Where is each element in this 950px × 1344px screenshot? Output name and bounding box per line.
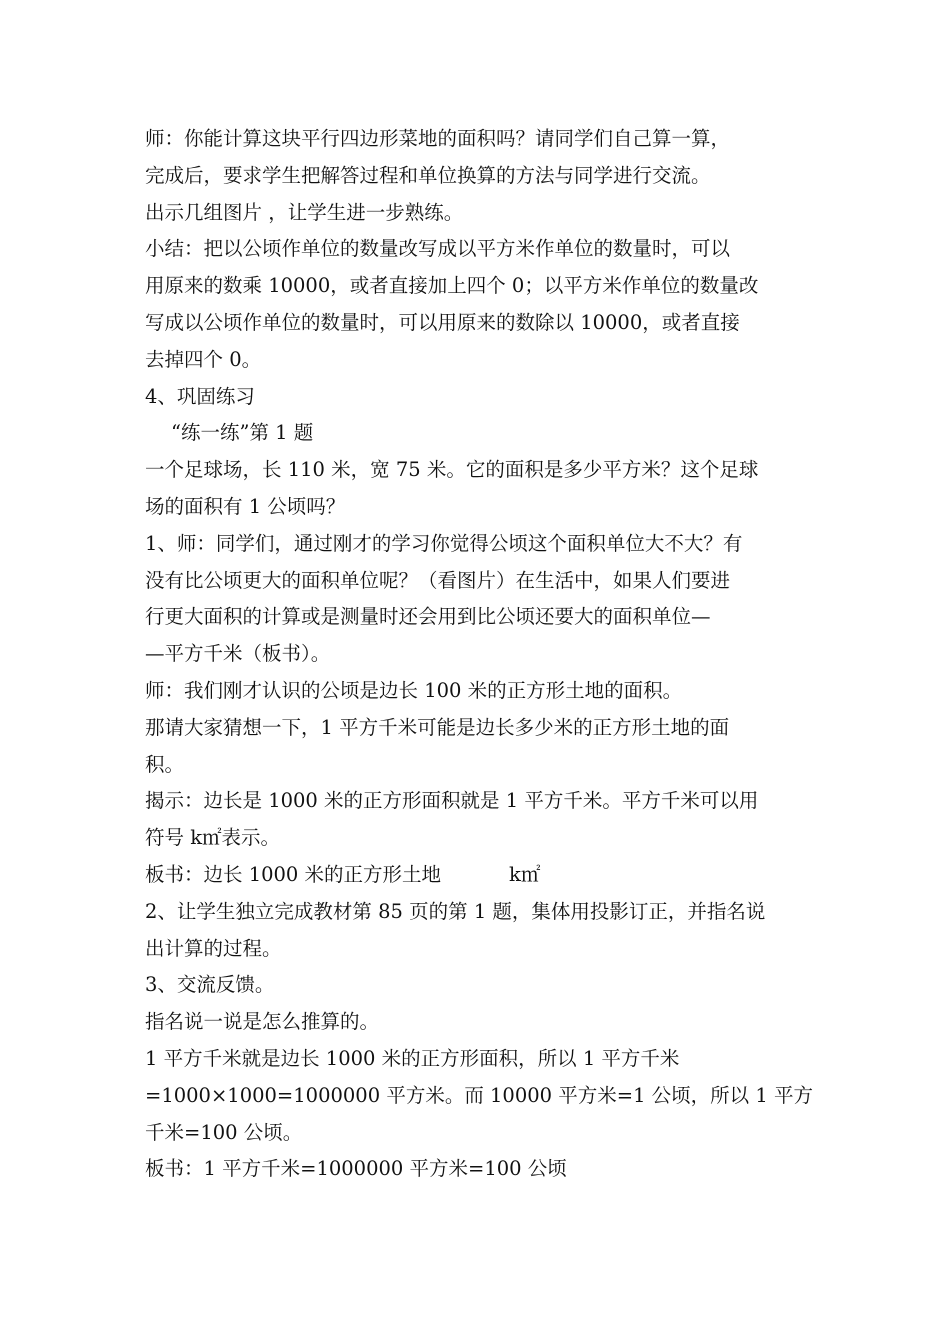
board-unit: k㎡ [509,862,541,886]
text-line: 一个足球场，长 110 米，宽 75 米。它的面积是多少平方米？这个足球 [145,458,759,482]
text-line: —平方千米（板书）。 [145,642,331,666]
text-line: 积。 [145,752,185,776]
text-line: 那请大家猜想一下，1 平方千米可能是边长多少米的正方形土地的面 [145,715,730,739]
exercise-title: “练一练”第 1 题 [171,421,314,445]
text-line: 1、师：同学们，通过刚才的学习你觉得公顷这个面积单位大不大？有 [145,531,743,555]
text-line: 用原来的数乘 10000，或者直接加上四个 0；以平方米作单位的数量改 [145,274,759,298]
text-line: 揭示：边长是 1000 米的正方形面积就是 1 平方千米。平方千米可以用 [145,789,759,813]
text-line: 场的面积有 1 公顷吗？ [145,494,346,518]
board-line [145,857,825,894]
text-line: 没有比公顷更大的面积单位呢？（看图片）在生活中，如果人们要进 [145,568,731,592]
text-line: 出计算的过程。 [145,936,282,960]
text-line: 出示几组图片 ，让学生进一步熟练。 [145,200,464,224]
text-line: 2、让学生独立完成教材第 85 页的第 1 题，集体用投影订正，并指名说 [145,899,766,923]
board-line: 板书：1 平方千米=1000000 平方米=100 公顷 [145,1157,567,1181]
text-line: 完成后，要求学生把解答过程和单位换算的方法与同学进行交流。 [145,163,711,187]
text-line: 写成以公顷作单位的数量时，可以用原来的数除以 10000，或者直接 [145,310,740,334]
text-line: 师：你能计算这块平行四边形菜地的面积吗？请同学们自己算一算， [145,127,731,150]
text-line: 去掉四个 0。 [145,347,262,371]
text-line: 符号 k㎡表示。 [145,826,281,850]
board-text: 板书：边长 1000 米的正方形土地 [145,862,442,886]
text-line: 师：我们刚才认识的公顷是边长 100 米的正方形土地的面积。 [145,678,683,702]
text-line: 千米=100 公顷。 [145,1120,303,1144]
text-line: =1000×1000=1000000 平方米。而 10000 平方米=1 公顷，所以 1 平方 [145,1083,813,1107]
text-line: 3、交流反馈。 [145,973,275,997]
text-line: 小结：把以公顷作单位的数量改写成以平方米作单位的数量时，可以 [145,237,731,261]
text-line: 行更大面积的计算或是测量时还会用到比公顷还要大的面积单位— [145,605,711,629]
text-line: 1 平方千米就是边长 1000 米的正方形面积，所以 1 平方千米 [145,1046,680,1070]
text-line: 指名说一说是怎么推算的。 [145,1010,380,1034]
document-body [145,121,825,1188]
section-heading: 4、巩固练习 [145,384,255,408]
